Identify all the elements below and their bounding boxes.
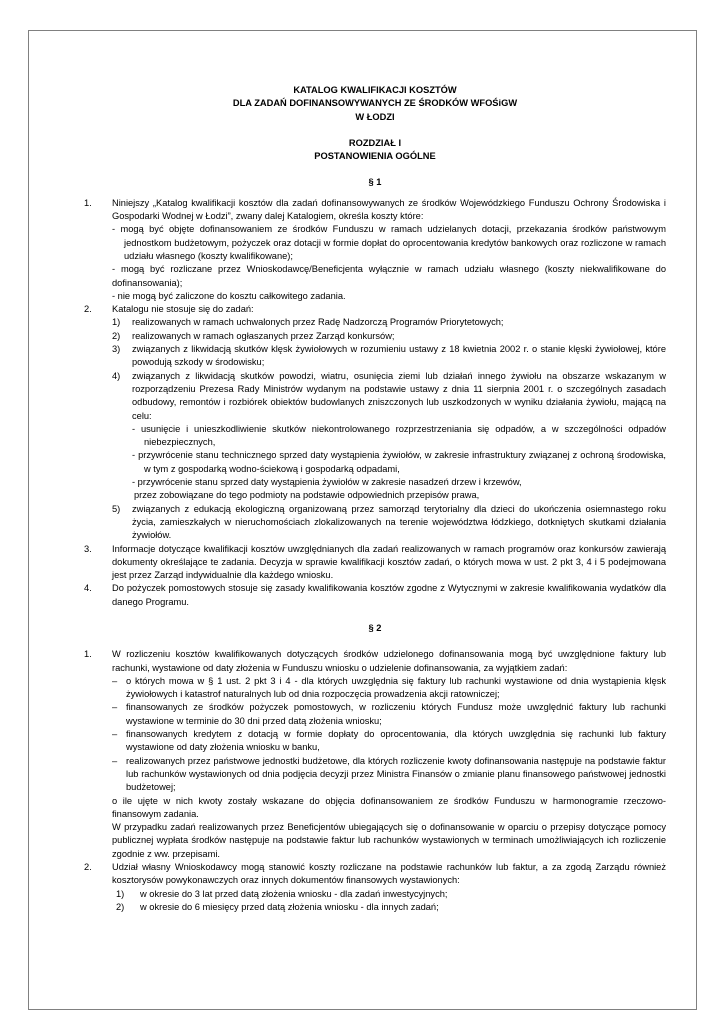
paragraph-text: Katalogu nie stosuje się do zadań: xyxy=(112,304,254,315)
item-text: związanych z likwidacją skutków powodzi, wiatru, osunięcia ziemi lub działań innego żywiołu na obszarze wskazanym w rozporządzeniu Prezesa Rady Ministrów wydanym na podstawie ustawy z dnia 11 sierpnia 2001 r. o szczególnych zasadach odbudowy, remontów i rozbiórek obiektów budowlanych zniszczonych lub uszkodzonych w wyniku działania żywiołu, mającą na celu: xyxy=(132,370,666,421)
item-number: 1) xyxy=(112,317,121,328)
paragraph-number: 3. xyxy=(84,543,92,554)
paragraph-text: Udział własny Wnioskodawcy mogą stanowić koszty rozliczane na podstawie rachunków lub faktur, a za zgodą Zarządu również kosztorysów powykonawczych oraz innych dokumentów finansowych wystawionych: xyxy=(112,862,666,886)
item-number: 2) xyxy=(116,901,125,912)
dash-marker: – xyxy=(112,702,118,713)
section-1-heading: § 1 xyxy=(368,177,382,188)
paragraph-text: W rozliczeniu kosztów kwalifikowanych dotyczących środków udzielonego dofinansowania mogą być uwzględnione faktury lub rachunki, wystawione od daty złożenia w Funduszu wniosku o udzielenie dofinansowania, za wyjątkiem zadań: xyxy=(112,649,666,673)
dash-item xyxy=(112,728,666,755)
dash-item xyxy=(112,755,666,795)
list-item: - nie mogą być zaliczone do kosztu całkowitego zadania. xyxy=(112,290,346,301)
paragraph-number: 2. xyxy=(84,304,92,315)
item-number: 1) xyxy=(116,888,125,899)
item-text: związanych z likwidacją skutków klęsk żywiołowych w rozumieniu ustawy z 18 kwietnia 2002 r. o stanie klęski żywiołowej, które powodują szkody w środowisku; xyxy=(132,344,666,368)
list-item xyxy=(112,503,666,543)
list-item: - mogą być objęte dofinansowaniem ze środków Funduszu w ramach udzielanych dotacji, przekazania środków państwowym jednostkom budżetowym, pożyczek oraz dotacji w formie dopłat do oprocentowania kredytów bankowych oraz rozliczone w ramach udziału własnego (koszty kwalifikowane); xyxy=(112,224,666,261)
dash-marker: – xyxy=(112,675,118,686)
paragraph-text: W przypadku zadań realizowanych przez Beneficjentów ubiegających się o dofinansowanie w oparciu o przepisy dotyczące pomocy publicznej wypłata środków następuje na podstawie faktur lub rachunków wystawionych w terminach umożliwiających ich rozliczenie zgodnie z ww. przepisami. xyxy=(112,822,666,859)
paragraph-number: 2. xyxy=(84,862,92,873)
s1-paragraph-1 xyxy=(84,197,666,303)
item-text: związanych z edukacją ekologiczną organizowaną przez samorząd terytorialny dla dzieci do ukończenia osiemnastego roku życia, zamieszkałych w nieruchomościach zlokalizowanych na terenie województwa łódzkiego, dotkniętych skutkami działania żywiołów. xyxy=(132,503,666,541)
list-item xyxy=(112,901,666,914)
list-item xyxy=(112,888,666,901)
sub-item: - przywrócenie stanu technicznego sprzed daty wystąpienia żywiołów, w zakresie infrastruktury związanej z ochroną środowiska, w tym z gospodarką wodno-ściekową i gospodarką odpadami, xyxy=(132,450,666,474)
item-number: 2) xyxy=(112,330,121,341)
s1-paragraph-3 xyxy=(84,543,666,583)
item-text: w okresie do 3 lat przed datą złożenia wniosku - dla zadań inwestycyjnych; xyxy=(140,888,448,899)
chapter-name: POSTANOWIENIA OGÓLNE xyxy=(314,151,436,162)
dash-item xyxy=(112,701,666,728)
dash-marker: – xyxy=(112,729,118,740)
paragraph-text: Do pożyczek pomostowych stosuje się zasady kwalifikowania kosztów zgodne z Wytycznymi w zakresie kwalifikowania wydatków dla danego Programu. xyxy=(112,583,666,607)
s2-paragraph-1 xyxy=(84,648,666,861)
item-text: realizowanych w ramach ogłaszanych przez Zarząd konkursów; xyxy=(132,330,395,341)
item-number: 3) xyxy=(112,344,121,355)
title-line-2: DLA ZADAŃ DOFINANSOWYWANYCH ZE ŚRODKÓW WFOŚiGW xyxy=(232,98,518,109)
document-title xyxy=(84,84,666,124)
sub-item: - przywrócenie stanu sprzed daty wystąpienia żywiołów w zakresie nasadzeń drzew i krzewów, xyxy=(132,477,522,488)
paragraph-number: 4. xyxy=(84,583,92,594)
s1-paragraph-2 xyxy=(84,303,666,542)
s1-paragraph-4 xyxy=(84,582,666,609)
dash-item-text: finansowanych ze środków pożyczek pomostowych, w rozliczeniu których Fundusz może uwzględnić faktury lub rachunki wystawione w terminie do 30 dni przed datą złożenia wniosku; xyxy=(126,702,666,726)
paragraph-text: Informacje dotyczące kwalifikacji kosztów uwzględnianych dla zadań realizowanych w ramach programów oraz konkursów zawierają dokumenty określające te zadania. Decyzja w sprawie kwalifikacji kosztów zadań, o których mowa w ust. 2 pkt 3, 4 i 5 podejmowana jest przez Zarząd indywidualnie dla każdego wniosku. xyxy=(112,543,666,581)
list-item xyxy=(112,370,666,503)
document-body xyxy=(84,84,666,914)
dash-item-text: realizowanych przez państwowe jednostki budżetowe, dla których rozliczenie kwoty dofinansowania następuje na podstawie faktur lub rachunków wystawionych od dnia podjęcia decyzji przez Ministra Finansów o zmianie planu finansowego państwowej jednostki budżetowej; xyxy=(126,755,666,793)
dash-marker: – xyxy=(112,755,118,766)
item-number: 4) xyxy=(112,370,121,381)
chapter-heading xyxy=(84,137,666,164)
title-line-1: KATALOG KWALIFIKACJI KOSZTÓW xyxy=(293,85,457,95)
list-item: - mogą być rozliczane przez Wnioskodawcę/Beneficjenta wyłącznie w ramach udziału własnego (koszty niekwalifikowane do dofinansowania); xyxy=(112,264,666,288)
sub-item: przez zobowiązane do tego podmioty na podstawie odpowiednich przepisów prawa, xyxy=(134,490,480,501)
chapter-label: ROZDZIAŁ I xyxy=(348,137,402,148)
list-item xyxy=(112,343,666,370)
item-number: 5) xyxy=(112,503,121,514)
paragraph-number: 1. xyxy=(84,649,92,660)
paragraph-number: 1. xyxy=(84,197,92,208)
paragraph-text: Niniejszy „Katalog kwalifikacji kosztów dla zadań dofinansowywanych ze środków Wojewódzkiego Funduszu Ochrony Środowiska i Gospodarki Wodnej w Łodzi”, zwany dalej Katalogiem, określa koszty które: xyxy=(112,197,666,222)
dash-item-text: o których mowa w § 1 ust. 2 pkt 3 i 4 - dla których uwzględnia się faktury lub rachunki wystawione od dnia wystąpienia klęsk żywiołowych i katastrof naturalnych lub od dnia rozpoczęcia prowadzenia akcji ratowniczej; xyxy=(126,675,666,700)
sub-item: - usunięcie i unieszkodliwienie skutków niekontrolowanego rozprzestrzeniania się odpadów, a w szczególności odpadów niebezpiecznych, xyxy=(132,423,666,448)
s2-paragraph-2 xyxy=(84,861,666,914)
title-line-3: W ŁODZI xyxy=(355,111,395,122)
paragraph-text: o ile ujęte w nich kwoty zostały wskazane do objęcia dofinansowaniem ze środków Funduszu w harmonogramie rzeczowo-finansowym zadania. xyxy=(112,795,666,819)
item-text: realizowanych w ramach uchwalonych przez Radę Nadzorczą Programów Priorytetowych; xyxy=(132,317,504,328)
item-text: w okresie do 6 miesięcy przed datą złożenia wniosku - dla innych zadań; xyxy=(140,901,439,912)
dash-item xyxy=(112,675,666,702)
list-item xyxy=(112,316,666,329)
section-2-heading: § 2 xyxy=(368,622,382,633)
dash-item-text: finansowanych kredytem z dotacją w formie dopłaty do oprocentowania, dla których uwzględnia się rachunki lub faktury wystawione od daty złożenia wniosku w banku, xyxy=(126,729,666,753)
list-item xyxy=(112,330,666,343)
